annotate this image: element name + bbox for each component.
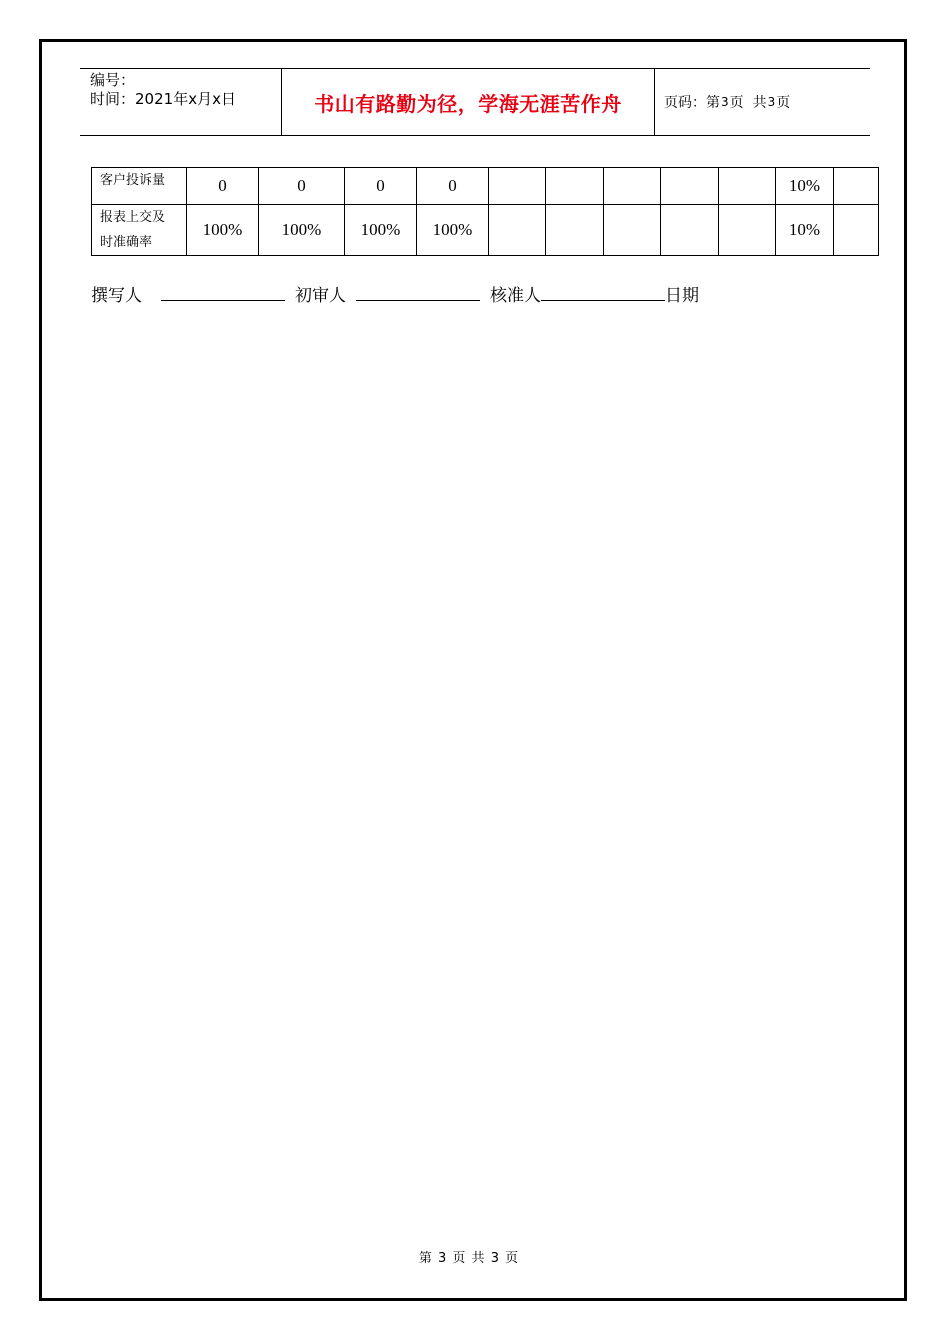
kpi-table <box>91 167 879 256</box>
row-label-text: 客户投诉量 <box>100 173 166 188</box>
first-review-label: 初审人 <box>295 286 346 306</box>
table-cell <box>661 168 719 205</box>
footer-page-number: 第 3 页 共 3 页 <box>418 1251 520 1266</box>
approver-signature-line[interactable] <box>541 280 665 301</box>
page-footer <box>0 1247 950 1266</box>
date-label: 日期 <box>665 286 699 306</box>
row-label <box>92 205 187 256</box>
table-cell: 0 <box>259 168 345 205</box>
table-cell: 0 <box>187 168 259 205</box>
writer-label: 撰写人 <box>91 286 142 306</box>
table-cell <box>489 168 546 205</box>
document-header <box>80 68 870 136</box>
row-label <box>92 168 187 205</box>
table-cell: 10% <box>776 168 834 205</box>
document-number-label: 编号： <box>90 71 136 89</box>
signature-row <box>91 280 699 306</box>
table-cell <box>604 168 661 205</box>
total-label: 共 <box>752 95 767 111</box>
table-row <box>92 205 879 256</box>
table-cell: 10% <box>776 205 834 256</box>
table-cell <box>834 205 879 256</box>
table-cell <box>719 168 776 205</box>
page-total: 3 <box>767 95 776 109</box>
table-cell <box>661 205 719 256</box>
page-current: 3 <box>721 95 729 109</box>
header-page-number <box>664 69 790 135</box>
table-cell <box>834 168 879 205</box>
table-cell <box>604 205 661 256</box>
table-cell <box>489 205 546 256</box>
date-label: 时间： <box>90 90 136 108</box>
row-label-line: 时准确率 <box>100 235 153 250</box>
table-cell: 100% <box>259 205 345 256</box>
total-unit: 页 <box>776 95 791 111</box>
first-review-signature-line[interactable] <box>356 280 480 301</box>
table-cell <box>546 205 604 256</box>
header-meta <box>90 71 236 109</box>
document-date <box>90 90 236 109</box>
table-cell: 0 <box>345 168 417 205</box>
table-cell: 100% <box>417 205 489 256</box>
header-motto: 书山有路勤为径，学海无涯苦作舟 <box>314 91 622 116</box>
date-value: 2021年x月x日 <box>135 90 236 108</box>
header-divider <box>654 69 655 135</box>
table-row <box>92 168 879 205</box>
row-label-line: 报表上交及 <box>100 210 166 225</box>
approver-label: 核准人 <box>490 286 541 306</box>
table-cell: 100% <box>345 205 417 256</box>
table-cell <box>546 168 604 205</box>
page-unit: 页 <box>729 95 744 111</box>
writer-signature-line[interactable] <box>161 280 285 301</box>
table-cell: 100% <box>187 205 259 256</box>
page-label: 页码：第 <box>664 95 720 111</box>
table-cell <box>719 205 776 256</box>
table-cell: 0 <box>417 168 489 205</box>
